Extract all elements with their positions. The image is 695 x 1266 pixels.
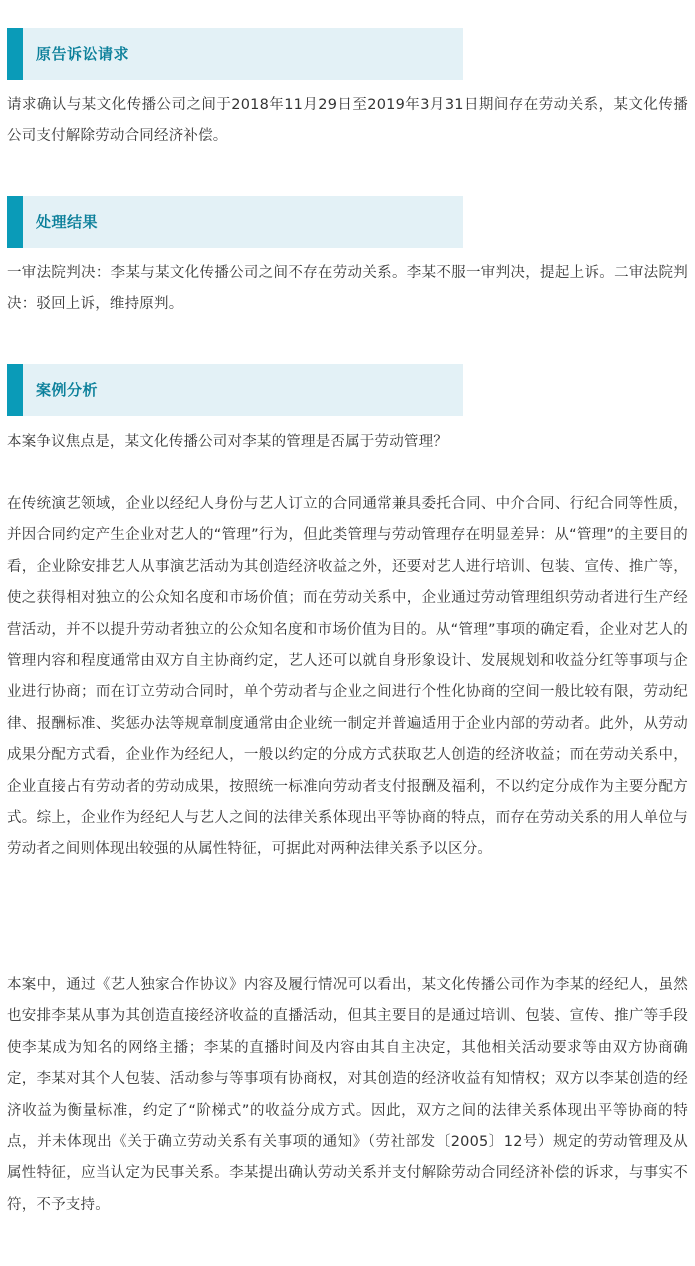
section-header-result xyxy=(7,196,463,248)
section-header-claims xyxy=(7,28,463,80)
analysis-case-paragraph: 本案中，通过《艺人独家合作协议》内容及履行情况可以看出，某文化传播公司作为李某的经纪人，虽然也安排李某从事为其创造直接经济收益的直播活动，但其主要目的是通过培训、包装、宣传、推广等手段使李某成为知名的网络主播；李某的直播时间及内容由其自主决定，其他相关活动要求等由双方协商确定，李某对其个人包装、活动参与等事项有协商权，对其创造的经济收益有知情权；双方以李某创造的经济收益为衡量标准，约定了“阶梯式”的收益分成方式。因此，双方之间的法律关系体现出平等协商的特点，并未体现出《关于确立劳动关系有关事项的通知》（劳社部发〔2005〕12号）规定的劳动管理及从属性特征，应当认定为民事关系。李某提出确认劳动关系并支付解除劳动合同经济补偿的诉求，与事实不符，不予支持。 xyxy=(7,977,688,1213)
section-header-analysis xyxy=(7,364,463,416)
section-title: 处理结果 xyxy=(36,213,99,231)
analysis-general-paragraph: 在传统演艺领域，企业以经纪人身份与艺人订立的合同通常兼具委托合同、中介合同、行纪合同等性质，并因合同约定产生企业对艺人的“管理”行为，但此类管理与劳动管理存在明显差异：从“管理”的主要目的看，企业除安排艺人从事演艺活动为其创造经济收益之外，还要对艺人进行培训、包装、宣传、推广等，使之获得相对独立的公众知名度和市场价值；而在劳动关系中，企业通过劳动管理组织劳动者进行生产经营活动，并不以提升劳动者独立的公众知名度和市场价值为目的。从“管理”事项的确定看，企业对艺人的管理内容和程度通常由双方自主协商约定，艺人还可以就自身形象设计、发展规划和收益分红等事项与企业进行协商；而在订立劳动合同时，单个劳动者与企业之间进行个性化协商的空间一般比较有限，劳动纪律、报酬标准、奖惩办法等规章制度通常由企业统一制定并普遍适用于企业内部的劳动者。此外，从劳动成果分配方式看，企业作为经纪人，一般以约定的分成方式获取艺人创造的经济收益；而在劳动关系中，企业直接占有劳动者的劳动成果，按照统一标准向劳动者支付报酬及福利，不以约定分成作为主要分配方式。综上，企业作为经纪人与艺人之间的法律关系体现出平等协商的特点，而存在劳动关系的用人单位与劳动者之间则体现出较强的从属性特征，可据此对两种法律关系予以区分。 xyxy=(7,496,688,858)
result-paragraph: 一审法院判决：李某与某文化传播公司之间不存在劳动关系。李某不服一审判决，提起上诉。二审法院判决：驳回上诉，维持原判。 xyxy=(7,265,688,313)
claims-paragraph: 请求确认与某文化传播公司之间于2018年11月29日至2019年3月31日期间存在劳动关系，某文化传播公司支付解除劳动合同经济补偿。 xyxy=(7,97,688,145)
analysis-question-paragraph: 本案争议焦点是，某文化传播公司对李某的管理是否属于劳动管理？ xyxy=(7,434,448,450)
section-title: 案例分析 xyxy=(36,381,99,399)
section-title: 原告诉讼请求 xyxy=(36,45,130,63)
